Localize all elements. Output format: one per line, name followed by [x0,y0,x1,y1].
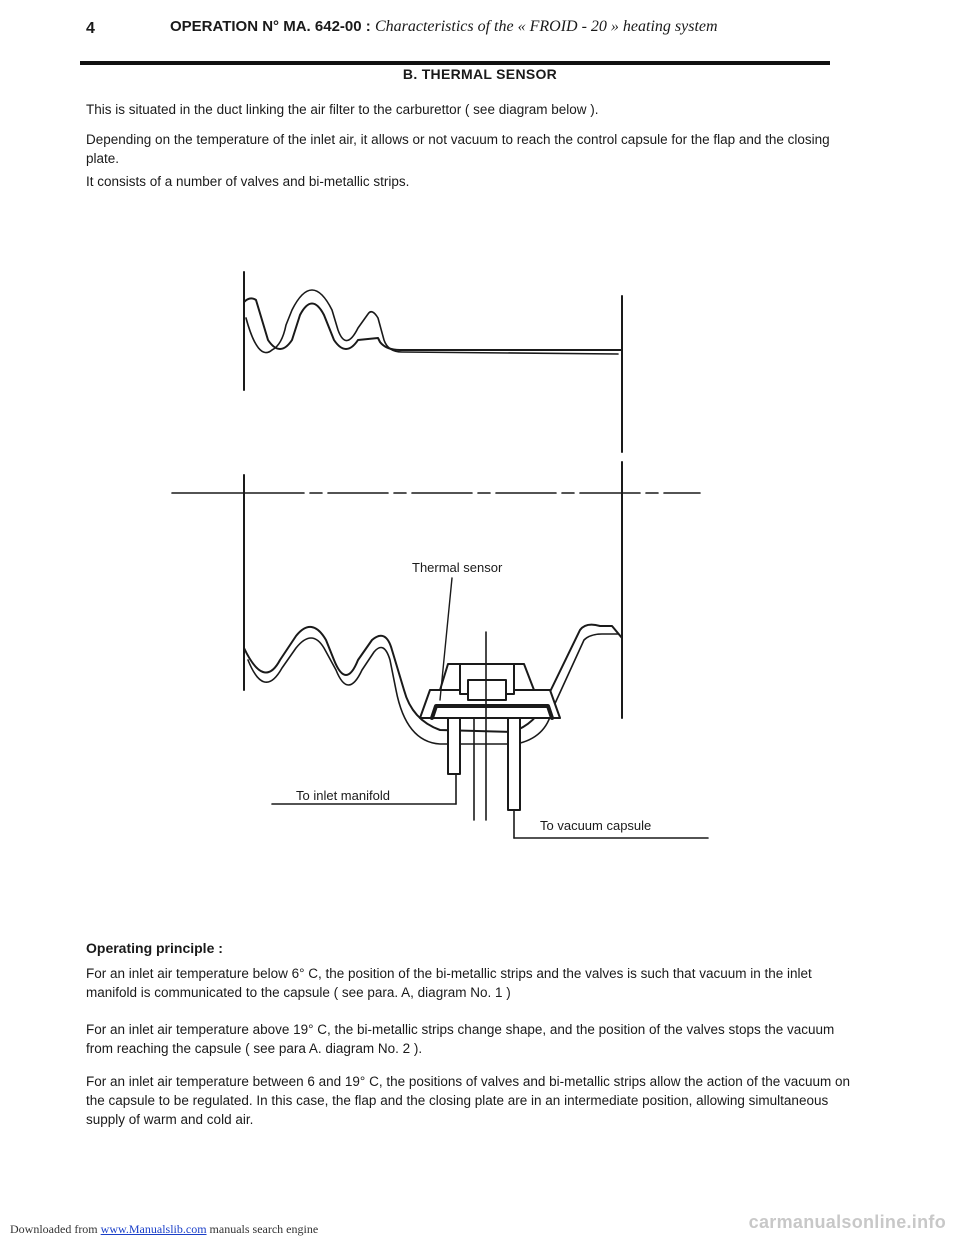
upper-corrugated-wall-inner [246,290,618,354]
operating-principle-heading: Operating principle : [86,940,223,956]
inlet-pipe [448,718,460,774]
sensor-label-leader [440,578,452,700]
operating-paragraph-1: For an inlet air temperature below 6° C, the position of the bi-metallic strips and the valves is such that vacuum in the inlet manifold is communicated to the capsule ( see para. A, diagram No. 1 ) [86,966,812,1000]
operating-paragraph-2: For an inlet air temperature above 19° C, the bi-metallic strips change shape, and the position of the valves stops the vacuum from reaching the capsule ( see para A. diagram No. 2 ). [86,1022,835,1056]
sensor-valve [468,680,506,700]
intro-paragraph-3: It consists of a number of valves and bi-metallic strips. [86,174,410,189]
download-footer [10,1222,318,1237]
header-rule [80,61,830,65]
running-header [170,18,718,36]
thermal-sensor-diagram [150,265,730,855]
site-watermark: carmanualsonline.info [748,1212,946,1232]
vacuum-pipe [508,718,520,810]
manualslib-link[interactable]: www.Manualslib.com [100,1222,207,1236]
label-inlet-manifold: To inlet manifold [296,788,390,803]
page-number: 4 [86,20,95,37]
operation-code: OPERATION N° MA. 642-00 : [170,18,371,35]
intro-paragraph-1: This is situated in the duct linking the air filter to the carburettor ( see diagram below ). [86,102,599,117]
footer-suffix: manuals search engine [209,1222,319,1236]
document-subject: Characteristics of the « FROID - 20 » heating system [374,18,718,35]
footer-prefix: Downloaded from [10,1222,98,1236]
label-vacuum-capsule: To vacuum capsule [540,818,652,833]
operating-paragraph-3: For an inlet air temperature between 6 and 19° C, the positions of valves and bi-metallic strips allow the action of the vacuum on the capsule to be regulated. In this case, the flap and the closing plate are in an intermediate position, allowing simultaneous supply of warm and cold air. [86,1074,851,1127]
upper-corrugated-wall [244,298,622,350]
section-title: B. THERMAL SENSOR [402,66,558,82]
intro-paragraph-2: Depending on the temperature of the inlet air, it allows or not vacuum to reach the control capsule for the flap and the closing plate. [86,132,830,166]
label-thermal-sensor: Thermal sensor [412,560,503,575]
